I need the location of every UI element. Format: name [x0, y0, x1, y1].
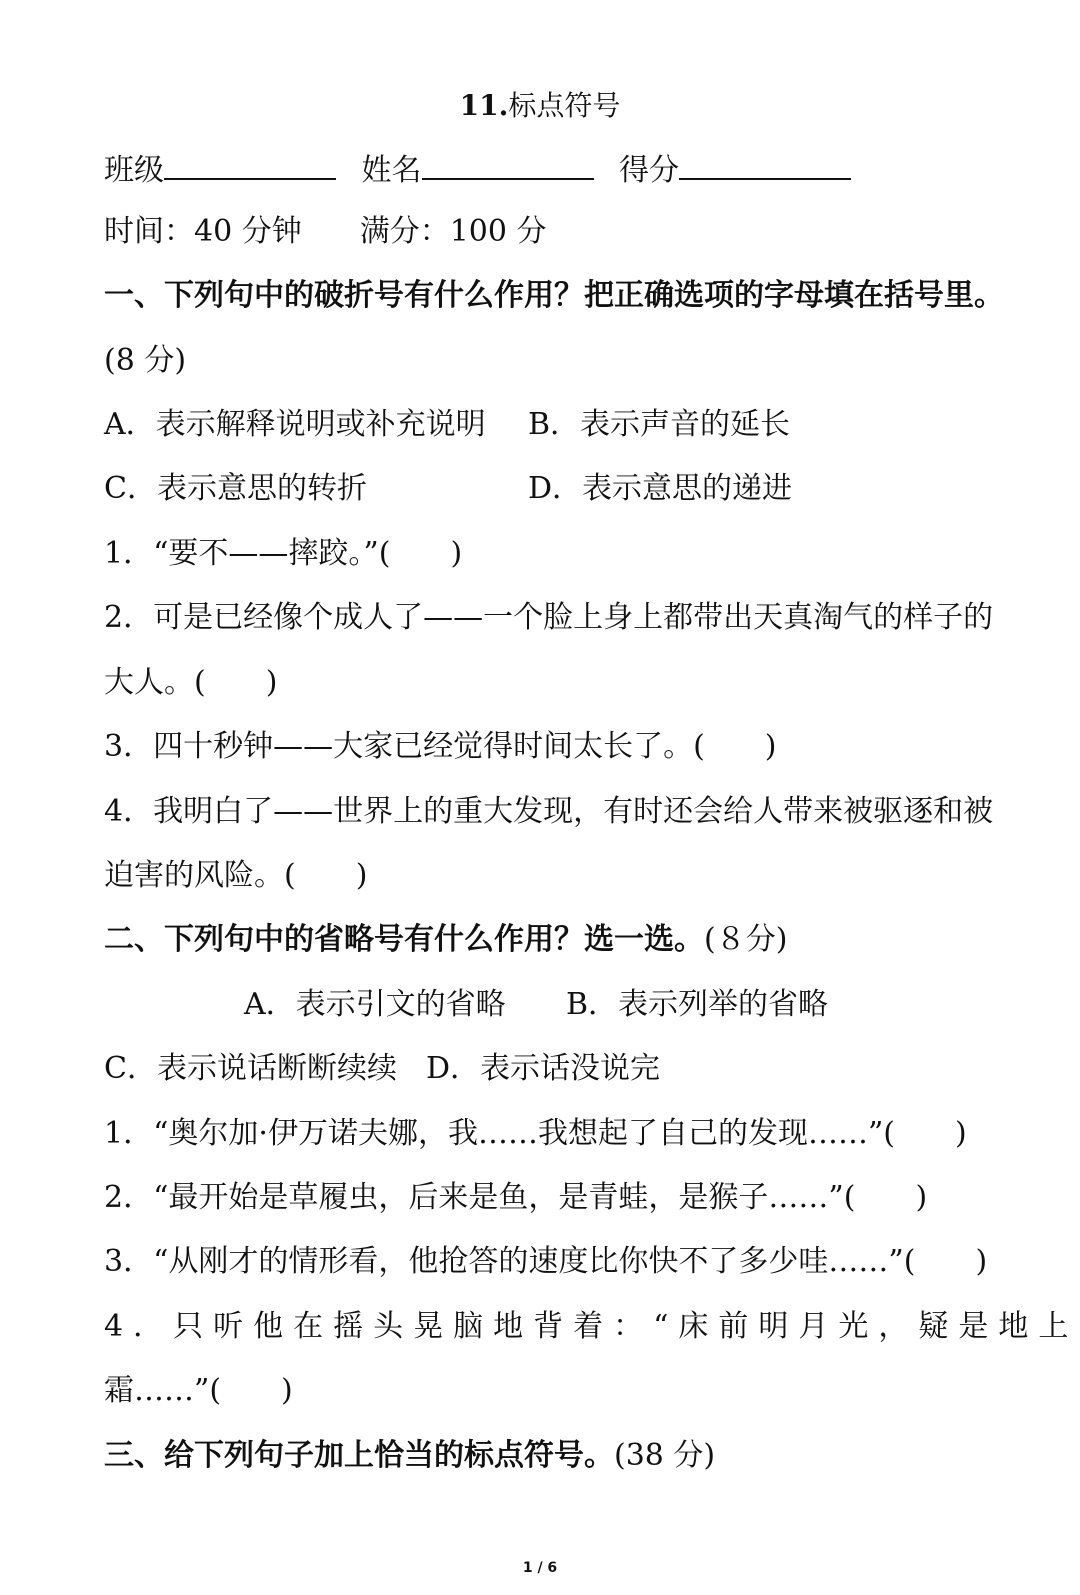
- option-d: D．表示话没说完: [426, 1051, 661, 1086]
- class-blank[interactable]: [164, 148, 336, 180]
- section1-question-2-line2: 大人。( ): [104, 665, 278, 700]
- section2-question-4-line2: 霜……”( ): [104, 1373, 293, 1408]
- section1-score: (8 分): [104, 343, 187, 378]
- section2-options-row2: [104, 1049, 960, 1089]
- section2-question-1: [104, 1114, 967, 1154]
- option-a: A．表示引文的省略: [244, 987, 506, 1022]
- section3-heading-text: 三、给下列句子加上恰当的标点符号。: [104, 1438, 614, 1473]
- section1-question-2-line1: 2．可是已经像个成人了——一个脸上身上都带出天真淘气的样子的: [104, 600, 994, 635]
- section2-question-2: [104, 1178, 960, 1218]
- answer-paren[interactable]: ( ): [843, 1180, 928, 1215]
- title-number: 11.: [459, 89, 509, 122]
- question-text: 3．“从刚才的情形看，他抢答的速度比你快不了多少哇……”: [104, 1244, 904, 1279]
- section2-heading: [104, 920, 960, 960]
- option-c: C．表示意思的转折: [104, 471, 367, 506]
- section2-options-row1: [244, 985, 960, 1025]
- full-score: 满分：100 分: [359, 214, 547, 249]
- page-number: 1 / 6: [522, 1560, 558, 1576]
- question-text: 1．“奥尔加·伊万诺夫娜，我……我想起了自己的发现……”: [104, 1116, 884, 1151]
- option-b: B．表示列举的省略: [566, 987, 829, 1022]
- section1-options-row2: [104, 469, 960, 509]
- section1-question-1: 1．“要不——摔跤。”( ): [104, 536, 463, 571]
- student-info-row: [104, 148, 960, 191]
- title-text: 标点符号: [508, 89, 621, 122]
- section2-heading-text: 二、下列句中的省略号有什么作用？选一选。: [104, 922, 704, 957]
- score-blank[interactable]: [679, 148, 851, 180]
- name-blank[interactable]: [422, 148, 594, 180]
- section2-question-3: [104, 1242, 988, 1282]
- section3-score: (38 分): [614, 1438, 716, 1473]
- section1-question-4-line2: 迫害的风险。( ): [104, 858, 368, 893]
- option-b: B．表示声音的延长: [528, 407, 791, 442]
- section1-heading: 一、下列句中的破折号有什么作用？把正确选项的字母填在括号里。: [104, 278, 1004, 313]
- class-label: 班级: [104, 153, 164, 188]
- section2-question-4-line1: 4．只听他在摇头晃脑地背着：“床前明月光，疑是地上: [104, 1309, 1079, 1344]
- page-title: [0, 86, 1080, 126]
- section3-heading: [104, 1436, 960, 1476]
- time-score-row: [104, 212, 960, 252]
- score-label: 得分: [619, 153, 680, 188]
- question-text: 2．“最开始是草履虫，后来是鱼，是青蛙，是猴子……”: [104, 1180, 844, 1215]
- option-a: A．表示解释说明或补充说明: [104, 407, 486, 442]
- option-c: C．表示说话断断续续: [104, 1051, 397, 1086]
- section1-options-row1: [104, 405, 960, 445]
- name-label: 姓名: [361, 153, 422, 188]
- section1-question-3: 3．四十秒钟——大家已经觉得时间太长了。( ): [104, 729, 777, 764]
- section2-score: (８分): [704, 922, 788, 957]
- option-d: D．表示意思的递进: [528, 471, 793, 506]
- section1-question-4-line1: 4．我明白了——世界上的重大发现，有时还会给人带来被驱逐和被: [104, 794, 994, 829]
- answer-paren[interactable]: ( ): [883, 1116, 967, 1151]
- time-limit: 时间：40 分钟: [104, 214, 302, 249]
- answer-paren[interactable]: ( ): [903, 1244, 988, 1279]
